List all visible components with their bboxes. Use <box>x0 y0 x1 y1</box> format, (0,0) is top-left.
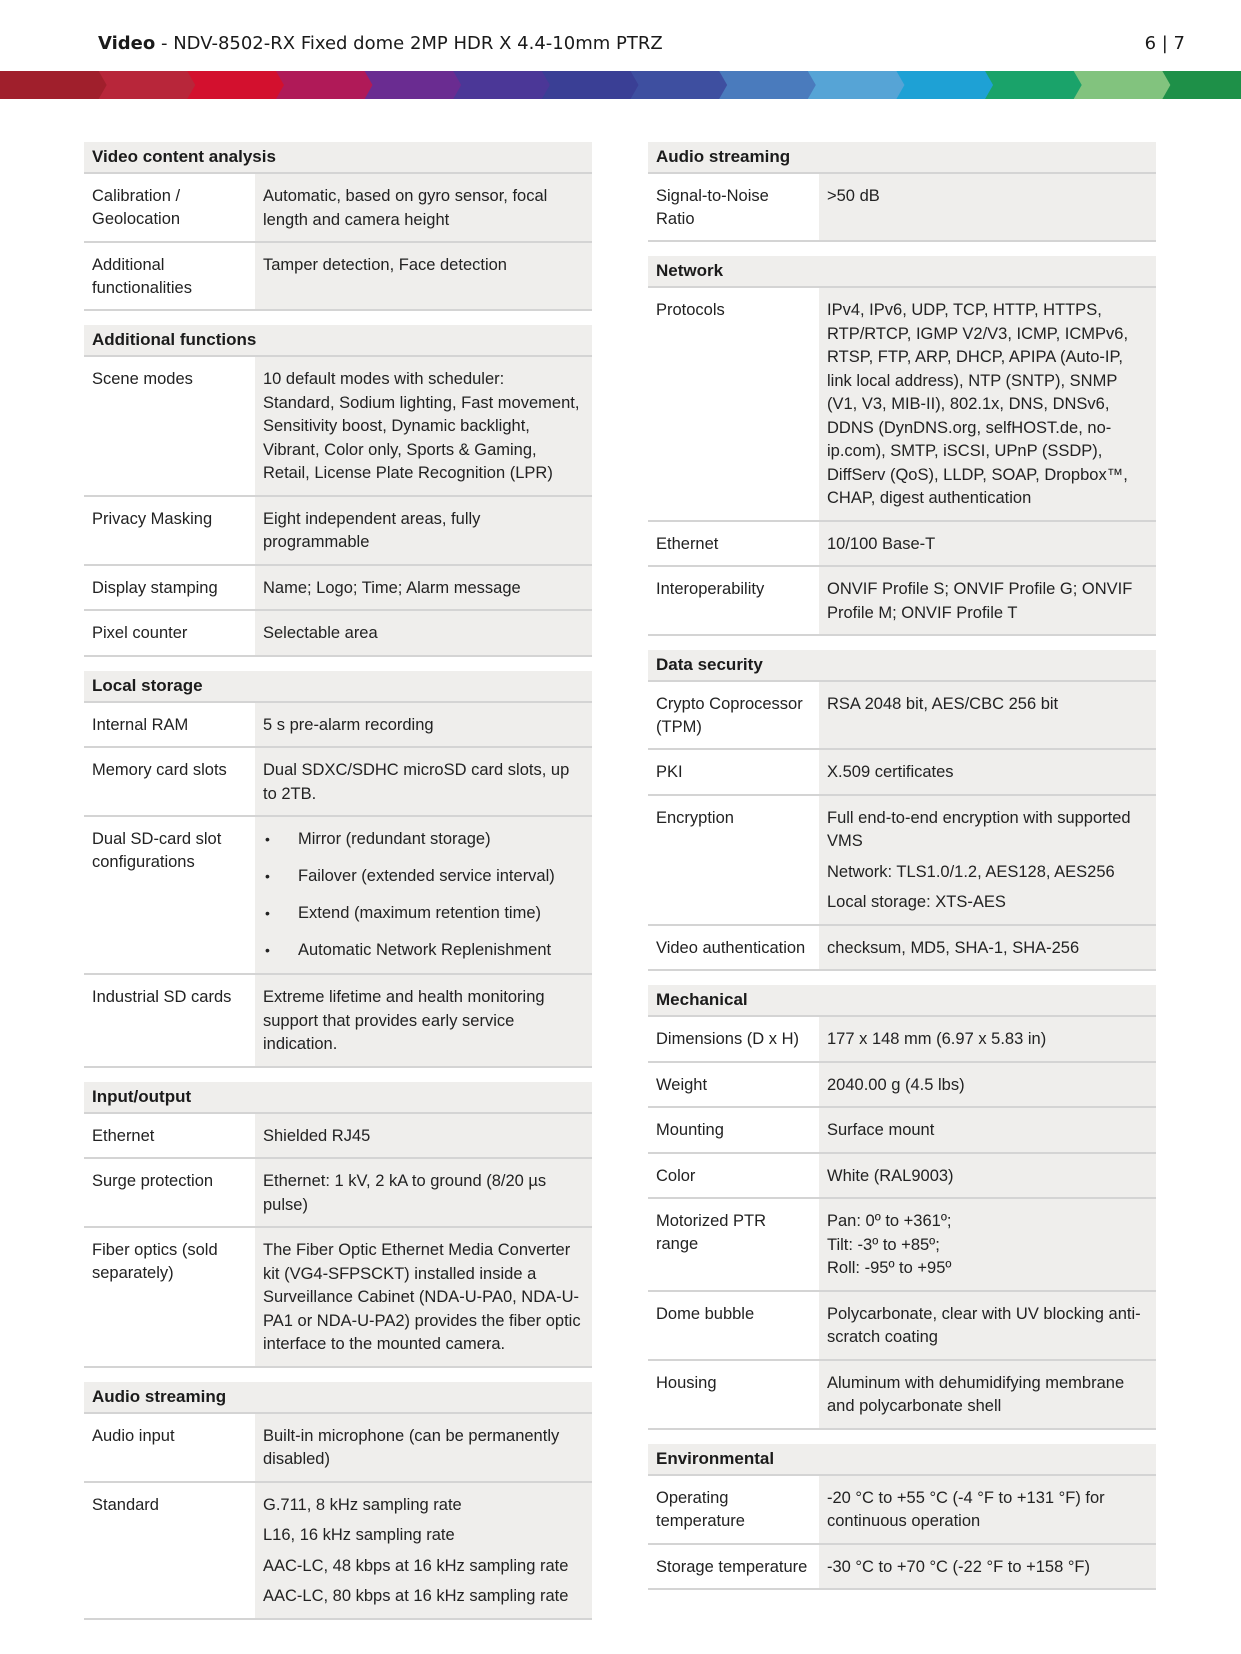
spec-row-interoperability <box>648 567 1156 636</box>
section-title: Data security <box>648 650 1156 682</box>
spec-column-left <box>84 142 592 1634</box>
spec-label: Crypto Coprocessor (TPM) <box>648 682 819 748</box>
spec-section-network <box>648 256 1156 636</box>
spec-value <box>819 796 1156 924</box>
spec-value: >50 dB <box>819 174 1156 240</box>
value-line: Network: TLS1.0/1.2, AES128, AES256 <box>827 862 1115 881</box>
spec-value: -30 °C to +70 °C (-22 °F to +158 °F) <box>819 1545 1156 1589</box>
value-line: Tilt: -3º to +85º; <box>827 1235 940 1254</box>
spec-label: Signal-to-Noise Ratio <box>648 174 819 240</box>
bullet-item: • Failover (extended service interval) <box>263 865 584 888</box>
spec-value: Selectable area <box>255 611 592 655</box>
spec-value <box>819 1199 1156 1290</box>
spec-section-data-security <box>648 650 1156 971</box>
spec-label: PKI <box>648 750 819 794</box>
spec-value: 2040.00 g (4.5 lbs) <box>819 1063 1156 1107</box>
document-title <box>98 33 663 54</box>
spec-label: Mounting <box>648 1108 819 1152</box>
spec-value: Automatic, based on gyro sensor, focal length and camera height <box>255 174 592 241</box>
spec-value: White (RAL9003) <box>819 1154 1156 1198</box>
spec-label: Protocols <box>648 288 819 520</box>
spec-label: Industrial SD cards <box>84 975 255 1066</box>
spec-section-video-content-analysis <box>84 142 592 311</box>
section-title: Audio streaming <box>84 1382 592 1414</box>
spec-column-right <box>648 142 1156 1604</box>
spec-row-protocols <box>648 288 1156 522</box>
spec-value: Eight independent areas, fully programmable <box>255 497 592 564</box>
spec-label: Calibration / Geolocation <box>84 174 255 241</box>
spec-row-calibration-geolocation <box>84 174 592 243</box>
spec-label: Video authentication <box>648 926 819 970</box>
value-line: Pan: 0º to +361º; <box>827 1212 952 1230</box>
spec-value: 5 s pre-alarm recording <box>255 703 592 747</box>
spec-row-pki <box>648 750 1156 796</box>
spec-label: Dome bubble <box>648 1292 819 1359</box>
spec-label: Memory card slots <box>84 748 255 815</box>
spec-row-ethernet <box>648 522 1156 568</box>
spec-value: 10/100 Base-T <box>819 522 1156 566</box>
spec-label: Internal RAM <box>84 703 255 747</box>
spec-value: Aluminum with dehumidifying membrane and polycarbonate shell <box>819 1361 1156 1428</box>
spec-label: Display stamping <box>84 566 255 610</box>
bullet-item: • Mirror (redundant storage) <box>263 828 584 851</box>
spec-label: Encryption <box>648 796 819 924</box>
value-line: Standard, Sodium lighting, Fast movement, Sensitivity boost, Dynamic backlight, Vibrant, Color only, Sports & Gaming, Retail, License Plate Recognition (LPR) <box>263 393 580 482</box>
section-title: Audio streaming <box>648 142 1156 174</box>
title-category: Video <box>98 32 156 54</box>
spec-value: Ethernet: 1 kV, 2 kA to ground (8/20 µs pulse) <box>255 1159 592 1226</box>
spec-section-input-output <box>84 1082 592 1368</box>
spec-value: Shielded RJ45 <box>255 1114 592 1158</box>
spec-row-dimensions-d-x-h <box>648 1017 1156 1063</box>
value-line: AAC-LC, 80 kbps at 16 kHz sampling rate <box>263 1587 569 1605</box>
spec-row-storage-temperature <box>648 1545 1156 1591</box>
spec-label: Dual SD-card slot configurations <box>84 817 255 973</box>
spec-value <box>255 357 592 495</box>
spec-row-industrial-sd-cards <box>84 975 592 1068</box>
spec-row-crypto-coprocessor-tpm <box>648 682 1156 750</box>
spec-row-encryption <box>648 796 1156 926</box>
value-line: G.711, 8 kHz sampling rate <box>263 1495 462 1514</box>
spec-value: The Fiber Optic Ethernet Media Converter kit (VG4-SFPSCKT) installed inside a Surveillance Cabinet (NDA-U-PA0, NDA-U-PA1 or NDA-U-PA2) provides the fiber optic interface to the mounted camera. <box>255 1228 592 1366</box>
spec-row-internal-ram <box>84 703 592 749</box>
color-stripe-graphic <box>0 71 1241 99</box>
spec-row-pixel-counter <box>84 611 592 657</box>
value-line: Full end-to-end encryption with supported VMS <box>827 808 1131 850</box>
spec-row-dual-sd-card-slot-configurations <box>84 817 592 975</box>
bullet-item: • Extend (maximum retention time) <box>263 902 584 925</box>
spec-label: Housing <box>648 1361 819 1428</box>
spec-label: Pixel counter <box>84 611 255 655</box>
spec-row-operating-temperature <box>648 1476 1156 1545</box>
spec-label: Ethernet <box>648 522 819 566</box>
spec-value: -20 °C to +55 °C (-4 °F to +131 °F) for continuous operation <box>819 1476 1156 1543</box>
spec-row-scene-modes <box>84 357 592 497</box>
spec-value: RSA 2048 bit, AES/CBC 256 bit <box>819 682 1156 748</box>
spec-label: Privacy Masking <box>84 497 255 564</box>
spec-label: Operating temperature <box>648 1476 819 1543</box>
value-line: Roll: -95º to +95º <box>827 1259 952 1277</box>
spec-value: Surface mount <box>819 1108 1156 1152</box>
spec-label: Surge protection <box>84 1159 255 1226</box>
spec-row-housing <box>648 1361 1156 1430</box>
spec-section-mechanical <box>648 985 1156 1430</box>
spec-value: checksum, MD5, SHA-1, SHA-256 <box>819 926 1156 970</box>
spec-row-additional-functionalities <box>84 243 592 311</box>
value-line: AAC-LC, 48 kbps at 16 kHz sampling rate <box>263 1556 569 1575</box>
section-title: Video content analysis <box>84 142 592 174</box>
spec-row-memory-card-slots <box>84 748 592 817</box>
spec-label: Dimensions (D x H) <box>648 1017 819 1061</box>
spec-section-audio-streaming <box>84 1382 592 1620</box>
spec-value: ONVIF Profile S; ONVIF Profile G; ONVIF Profile M; ONVIF Profile T <box>819 567 1156 634</box>
spec-row-weight <box>648 1063 1156 1109</box>
page-number: 6 | 7 <box>1144 32 1185 54</box>
spec-row-fiber-optics-sold-separately <box>84 1228 592 1368</box>
spec-value: Extreme lifetime and health monitoring support that provides early service indication. <box>255 975 592 1066</box>
spec-label: Motorized PTR range <box>648 1199 819 1290</box>
spec-label: Additional functionalities <box>84 243 255 309</box>
spec-value <box>255 1483 592 1618</box>
spec-row-signal-to-noise-ratio <box>648 174 1156 242</box>
spec-value: Built-in microphone (can be permanently disabled) <box>255 1414 592 1481</box>
bullet-item: • Automatic Network Replenishment <box>263 939 584 962</box>
spec-row-audio-input <box>84 1414 592 1483</box>
spec-value <box>255 817 592 973</box>
spec-label: Interoperability <box>648 567 819 634</box>
section-title: Environmental <box>648 1444 1156 1476</box>
spec-value: Tamper detection, Face detection <box>255 243 592 309</box>
spec-label: Storage temperature <box>648 1545 819 1589</box>
spec-section-environmental <box>648 1444 1156 1591</box>
spec-section-audio-streaming <box>648 142 1156 242</box>
value-line: 10 default modes with scheduler: <box>263 370 505 388</box>
spec-label: Ethernet <box>84 1114 255 1158</box>
spec-label: Color <box>648 1154 819 1198</box>
spec-section-additional-functions <box>84 325 592 657</box>
spec-row-mounting <box>648 1108 1156 1154</box>
section-title: Additional functions <box>84 325 592 357</box>
bullet-list <box>263 828 584 962</box>
spec-value: Polycarbonate, clear with UV blocking anti-scratch coating <box>819 1292 1156 1359</box>
spec-value: Name; Logo; Time; Alarm message <box>255 566 592 610</box>
spec-row-video-authentication <box>648 926 1156 972</box>
spec-row-motorized-ptr-range <box>648 1199 1156 1292</box>
spec-row-standard <box>84 1483 592 1620</box>
stripe-segment <box>0 71 107 99</box>
spec-label: Audio input <box>84 1414 255 1481</box>
section-title: Local storage <box>84 671 592 703</box>
value-line: L16, 16 kHz sampling rate <box>263 1526 455 1544</box>
page-header <box>98 26 1185 60</box>
spec-value: X.509 certificates <box>819 750 1156 794</box>
spec-section-local-storage <box>84 671 592 1068</box>
spec-label: Standard <box>84 1483 255 1618</box>
spec-row-surge-protection <box>84 1159 592 1228</box>
spec-label: Scene modes <box>84 357 255 495</box>
section-title: Input/output <box>84 1082 592 1114</box>
spec-row-color <box>648 1154 1156 1200</box>
spec-label: Weight <box>648 1063 819 1107</box>
section-title: Network <box>648 256 1156 288</box>
spec-value: Dual SDXC/SDHC microSD card slots, up to 2TB. <box>255 748 592 815</box>
spec-value: 177 x 148 mm (6.97 x 5.83 in) <box>819 1017 1156 1061</box>
spec-value: IPv4, IPv6, UDP, TCP, HTTP, HTTPS, RTP/RTCP, IGMP V2/V3, ICMP, ICMPv6, RTSP, FTP, ARP, DHCP, APIPA (Auto-IP, link local address), NTP (SNTP), SNMP (V1, V3, MIB-II), 802.1x, DNS, DNSv6, DDNS (DynDNS.org, selfHOST.de, no-ip.com), SMTP, iSCSI, UPnP (SSDP), DiffServ (QoS), LLDP, SOAP, Dropbox™, CHAP, digest authentication <box>819 288 1156 520</box>
spec-row-display-stamping <box>84 566 592 612</box>
spec-label: Fiber optics (sold separately) <box>84 1228 255 1366</box>
title-product: - NDV-8502-RX Fixed dome 2MP HDR X 4.4-10mm PTRZ <box>155 32 663 54</box>
value-line: Local storage: XTS-AES <box>827 893 1006 911</box>
spec-row-privacy-masking <box>84 497 592 566</box>
spec-row-ethernet <box>84 1114 592 1160</box>
color-stripe <box>0 71 1241 99</box>
spec-row-dome-bubble <box>648 1292 1156 1361</box>
section-title: Mechanical <box>648 985 1156 1017</box>
